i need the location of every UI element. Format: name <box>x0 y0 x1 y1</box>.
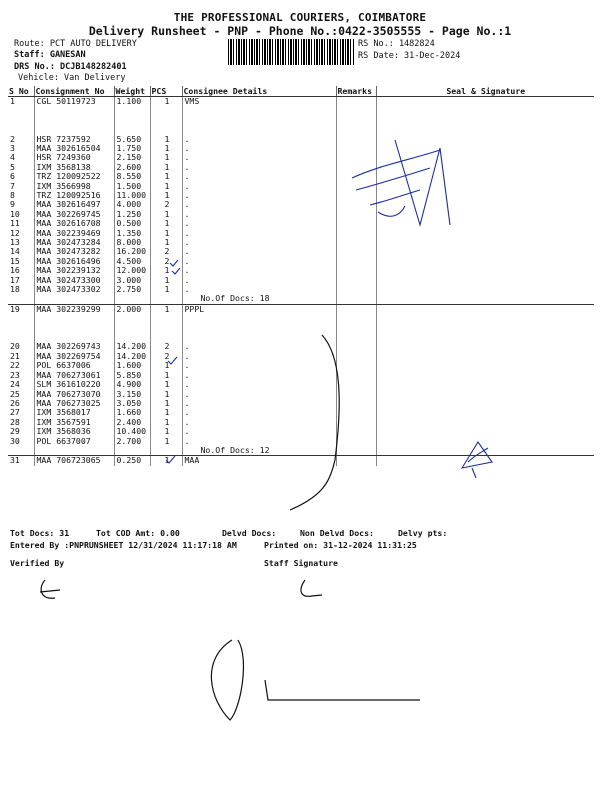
cell-consignee-dot: . <box>182 266 336 275</box>
cell-consignee-dot: . <box>182 342 336 351</box>
cell-weight: 2.150 <box>114 153 150 162</box>
cell-pcs: 1 <box>150 408 182 417</box>
cell-weight: 3.150 <box>114 390 150 399</box>
cell-sno: 7 <box>8 182 34 191</box>
cell-weight: 5.850 <box>114 371 150 380</box>
verified-by-label: Verified By <box>10 558 65 568</box>
cell-weight: 1.350 <box>114 229 150 238</box>
cell-consignment-no: SLM 361610220 <box>34 380 114 389</box>
cell-pcs: 1 <box>150 390 182 399</box>
cell-consignment-no: MAA 302616504 <box>34 144 114 153</box>
cell-consignment-no: MAA 302616708 <box>34 219 114 228</box>
cell-pcs: 1 <box>150 219 182 228</box>
cell-sno: 30 <box>8 437 34 446</box>
cell-sno: 9 <box>8 200 34 209</box>
cell-consignment-no: MAA 706273070 <box>34 390 114 399</box>
cell-pcs: 1 <box>150 285 182 294</box>
docs-count: No.Of Docs: 12 <box>182 446 336 456</box>
col-weight: Weight <box>114 86 150 97</box>
cell-weight: 12.000 <box>114 266 150 275</box>
cell-consignee-dot: . <box>182 144 336 153</box>
cell-consignee-dot: . <box>182 285 336 294</box>
cell-consignee-dot: . <box>182 408 336 417</box>
cell-pcs: 1 <box>150 182 182 191</box>
cell-consignee-dot: . <box>182 219 336 228</box>
cell-consignment-no: MAA 302239132 <box>34 266 114 275</box>
runsheet-subtitle: Delivery Runsheet - PNP - Phone No.:0422-3505555 - Page No.:1 <box>88 24 512 38</box>
cell-consignee: VMS <box>182 97 336 107</box>
cell-consignment-no: IXM 3567591 <box>34 418 114 427</box>
cell-consignee-dot: . <box>182 352 336 361</box>
cell-pcs: 1 <box>150 361 182 370</box>
cell-consignment-no: MAA 302616497 <box>34 200 114 209</box>
cell-weight: 1.500 <box>114 182 150 191</box>
cell-pcs: 2 <box>150 247 182 256</box>
cell-consignee-dot: . <box>182 380 336 389</box>
cell-consignment-no: MAA 302239299 <box>34 304 114 314</box>
cell-pcs: 1 <box>150 172 182 181</box>
rs-number: RS No.: 1482824 <box>358 39 435 49</box>
docs-count: No.Of Docs: 18 <box>182 294 336 304</box>
col-consignee: Consignee Details <box>182 86 336 97</box>
cell-sno: 16 <box>8 266 34 275</box>
staff-signature-label: Staff Signature <box>264 558 338 568</box>
cell-pcs: 1 <box>150 97 182 107</box>
cell-consignment-no: MAA 302473302 <box>34 285 114 294</box>
cell-consignee-dot: . <box>182 437 336 446</box>
cell-sno: 21 <box>8 352 34 361</box>
tot-docs: Tot Docs: 31 <box>10 528 70 538</box>
cell-consignment-no: MAA 302473284 <box>34 238 114 247</box>
cell-weight: 1.250 <box>114 210 150 219</box>
cell-sno: 6 <box>8 172 34 181</box>
cell-pcs: 1 <box>150 380 182 389</box>
entered-by: Entered By :PNPRUNSHEET 12/31/2024 11:17:18 AM <box>10 540 237 550</box>
large-pen-stroke <box>290 335 339 510</box>
cell-weight: 1.660 <box>114 408 150 417</box>
cell-pcs: 1 <box>150 191 182 200</box>
cell-sno: 2 <box>8 135 34 144</box>
cell-weight: 2.400 <box>114 418 150 427</box>
company-title: THE PROFESSIONAL COURIERS, COIMBATORE <box>173 11 427 24</box>
verified-signature <box>40 580 60 598</box>
cell-consignee: MAA <box>182 456 336 466</box>
cell-weight: 4.000 <box>114 200 150 209</box>
cell-consignee-dot: . <box>182 163 336 172</box>
cell-sno: 4 <box>8 153 34 162</box>
cell-weight: 3.050 <box>114 399 150 408</box>
staff-label: Staff: GANESAN <box>14 50 86 60</box>
cell-consignee: PPPL <box>182 304 336 314</box>
cell-weight: 8.000 <box>114 238 150 247</box>
cell-sno: 12 <box>8 229 34 238</box>
delvd-docs: Delvd Docs: <box>222 528 277 538</box>
cell-weight: 0.500 <box>114 219 150 228</box>
cell-sno: 3 <box>8 144 34 153</box>
cell-consignment-no: IXM 3566998 <box>34 182 114 191</box>
cell-consignment-no: MAA 302269745 <box>34 210 114 219</box>
cell-sno: 29 <box>8 427 34 436</box>
cell-consignment-no: IXM 3568138 <box>34 163 114 172</box>
cell-sno: 23 <box>8 371 34 380</box>
cell-pcs: 1 <box>150 427 182 436</box>
cell-sno: 17 <box>8 276 34 285</box>
cell-pcs: 1 <box>150 418 182 427</box>
cell-consignee-dot: . <box>182 191 336 200</box>
cell-weight: 2.750 <box>114 285 150 294</box>
cell-pcs: 1 <box>150 276 182 285</box>
cell-consignee-dot: . <box>182 399 336 408</box>
cell-consignment-no: HSR 7237592 <box>34 135 114 144</box>
cell-pcs: 1 <box>150 153 182 162</box>
cell-consignment-no: POL 6637007 <box>34 437 114 446</box>
cell-weight: 8.550 <box>114 172 150 181</box>
cell-consignment-no: TRZ 120092522 <box>34 172 114 181</box>
cell-pcs: 2 <box>150 352 182 361</box>
cell-pcs: 1 <box>150 210 182 219</box>
cell-pcs: 1 <box>150 135 182 144</box>
cell-pcs: 1 <box>150 399 182 408</box>
cell-sno: 10 <box>8 210 34 219</box>
cell-sno: 1 <box>8 97 34 107</box>
cell-sno: 27 <box>8 408 34 417</box>
cell-sno: 25 <box>8 390 34 399</box>
drs-number: DRS No.: DCJB148282401 <box>14 62 127 72</box>
tot-cod-amt: Tot COD Amt: 0.00 <box>96 528 180 538</box>
cell-weight: 3.000 <box>114 276 150 285</box>
cell-sno: 19 <box>8 304 34 314</box>
col-sno: S No <box>8 86 34 97</box>
cell-pcs: 2 <box>150 342 182 351</box>
cell-sno: 15 <box>8 257 34 266</box>
cell-sno: 20 <box>8 342 34 351</box>
cell-consignee-dot: . <box>182 427 336 436</box>
cell-weight: 16.200 <box>114 247 150 256</box>
delvy-pts: Delvy pts: <box>398 528 448 538</box>
col-consignment: Consignment No <box>34 86 114 97</box>
cell-pcs: 2 <box>150 200 182 209</box>
cell-sno: 31 <box>8 456 34 466</box>
cell-consignee-dot: . <box>182 238 336 247</box>
cell-consignee-dot: . <box>182 200 336 209</box>
cell-consignment-no: MAA 302616496 <box>34 257 114 266</box>
cell-sno: 28 <box>8 418 34 427</box>
cell-consignment-no: CGL 50119723 <box>34 97 114 107</box>
cell-pcs: 1 <box>150 238 182 247</box>
cell-consignee-dot: . <box>182 182 336 191</box>
cell-consignee-dot: . <box>182 172 336 181</box>
col-pcs: PCS <box>150 86 182 97</box>
cell-pcs: 2 <box>150 257 182 266</box>
col-seal-signature: Seal & Signature <box>376 86 594 97</box>
cell-consignee-dot: . <box>182 390 336 399</box>
cell-consignee-dot: . <box>182 153 336 162</box>
cell-weight: 14.200 <box>114 352 150 361</box>
non-delvd-docs: Non Delvd Docs: <box>300 528 374 538</box>
cell-consignment-no: MAA 302269754 <box>34 352 114 361</box>
cell-weight: 5.650 <box>114 135 150 144</box>
cell-sno: 18 <box>8 285 34 294</box>
cell-pcs: 1 <box>150 229 182 238</box>
cell-weight: 4.500 <box>114 257 150 266</box>
staff-initial-signature <box>301 580 322 596</box>
cell-weight: 2.600 <box>114 163 150 172</box>
cell-consignee-dot: . <box>182 276 336 285</box>
cell-weight: 10.400 <box>114 427 150 436</box>
cell-weight: 1.750 <box>114 144 150 153</box>
cell-consignee-dot: . <box>182 371 336 380</box>
cell-consignee-dot: . <box>182 418 336 427</box>
cell-consignee-dot: . <box>182 257 336 266</box>
printed-on: Printed on: 31-12-2024 11:31:25 <box>264 540 417 550</box>
cell-pcs: 1 <box>150 266 182 275</box>
cell-sno: 5 <box>8 163 34 172</box>
cell-weight: 14.200 <box>114 342 150 351</box>
cell-pcs: 1 <box>150 144 182 153</box>
cell-consignment-no: MAA 302473282 <box>34 247 114 256</box>
cell-consignment-no: MAA 302269743 <box>34 342 114 351</box>
cell-consignee-dot: . <box>182 247 336 256</box>
cell-weight: 2.000 <box>114 304 150 314</box>
cell-pcs: 1 <box>150 163 182 172</box>
cell-sno: 22 <box>8 361 34 370</box>
cell-sno: 11 <box>8 219 34 228</box>
cell-weight: 2.700 <box>114 437 150 446</box>
cell-consignee-dot: . <box>182 135 336 144</box>
cell-consignment-no: POL 6637006 <box>34 361 114 370</box>
cell-pcs: 1 <box>150 456 182 466</box>
cell-consignee-dot: . <box>182 229 336 238</box>
cell-weight: 0.250 <box>114 456 150 466</box>
cell-consignment-no: IXM 3568036 <box>34 427 114 436</box>
cell-consignment-no: MAA 706723065 <box>34 456 114 466</box>
rs-date: RS Date: 31-Dec-2024 <box>358 51 461 61</box>
cell-consignment-no: MAA 302239469 <box>34 229 114 238</box>
bottom-signature <box>211 640 420 720</box>
cell-consignment-no: IXM 3568017 <box>34 408 114 417</box>
cell-weight: 4.900 <box>114 380 150 389</box>
cell-weight: 1.600 <box>114 361 150 370</box>
cell-pcs: 1 <box>150 437 182 446</box>
cell-sno: 14 <box>8 247 34 256</box>
cell-sno: 24 <box>8 380 34 389</box>
cell-weight: 11.000 <box>114 191 150 200</box>
cell-consignment-no: HSR 7249360 <box>34 153 114 162</box>
cell-pcs: 1 <box>150 304 182 314</box>
cell-sno: 8 <box>8 191 34 200</box>
cell-sno: 13 <box>8 238 34 247</box>
route-label: Route: PCT AUTO DELIVERY <box>14 39 137 49</box>
cell-consignment-no: MAA 302473300 <box>34 276 114 285</box>
cell-consignment-no: TRZ 120092516 <box>34 191 114 200</box>
cell-pcs: 1 <box>150 371 182 380</box>
cell-consignee-dot: . <box>182 210 336 219</box>
col-remarks: Remarks <box>336 86 376 97</box>
cell-consignee-dot: . <box>182 361 336 370</box>
cell-sno: 26 <box>8 399 34 408</box>
cell-consignment-no: MAA 706273025 <box>34 399 114 408</box>
cell-consignment-no: MAA 706273061 <box>34 371 114 380</box>
vehicle-label: Vehicle: Van Delivery <box>18 73 126 83</box>
cell-weight: 1.100 <box>114 97 150 107</box>
